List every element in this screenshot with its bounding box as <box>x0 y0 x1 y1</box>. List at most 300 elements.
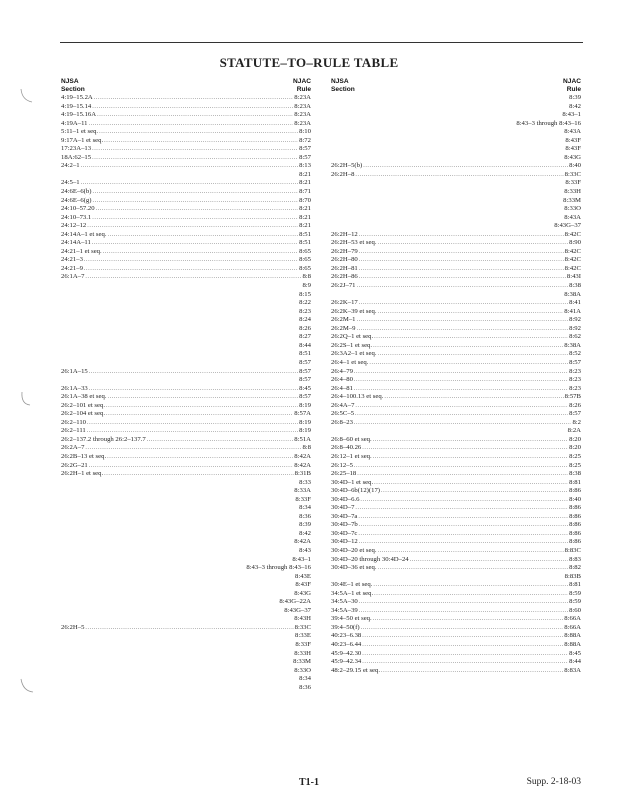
table-row <box>61 453 311 462</box>
dot-leader <box>359 607 568 616</box>
table-row <box>331 316 581 325</box>
table-row <box>331 137 581 146</box>
njsa-section: 30:4D–7b <box>331 521 358 529</box>
njac-rule: 8:33C <box>294 623 311 631</box>
dot-leader <box>85 624 293 633</box>
table-row <box>331 487 581 496</box>
table-row <box>61 291 311 300</box>
table-row <box>331 385 581 394</box>
njsa-section: 26:2H–1 et seq. <box>61 470 104 478</box>
dot-leader <box>378 564 569 573</box>
dot-leader <box>374 333 568 342</box>
dot-leader <box>363 162 568 171</box>
dot-leader <box>354 376 568 385</box>
right-rows <box>331 94 581 675</box>
punch-hole-mark <box>18 86 40 106</box>
njsa-section: 5:11–1 et seq. <box>61 128 99 136</box>
table-row <box>331 128 581 137</box>
dot-leader <box>359 265 564 274</box>
table-row <box>331 504 581 513</box>
table-row <box>61 462 311 471</box>
table-row <box>61 162 311 171</box>
njac-rule: 8:42 <box>569 102 581 110</box>
dot-leader <box>359 521 568 530</box>
njac-rule: 8:86 <box>569 504 581 512</box>
table-row <box>61 342 311 351</box>
table-row <box>331 564 581 573</box>
njsa-section: 30:4D–1 et seq. <box>331 478 374 486</box>
njsa-section: 24:14A–1 et seq. <box>61 230 107 238</box>
dot-leader <box>81 179 299 188</box>
njac-rule: 8:62 <box>569 333 581 341</box>
dot-leader <box>87 427 298 436</box>
njac-rule: 8:41A <box>564 307 581 315</box>
table-row <box>61 222 311 231</box>
table-row <box>61 197 311 206</box>
njsa-section: 26:2–104 et seq. <box>61 410 106 418</box>
njac-rule: 8:27 <box>299 333 311 341</box>
njac-rule: 8:33E <box>295 632 311 640</box>
njsa-section: 30:4D–6b(12)(17) <box>331 487 381 495</box>
njac-rule: 8:43G–37 <box>554 222 581 230</box>
njac-rule: 8:43F <box>565 145 581 153</box>
njac-rule: 8:31B <box>294 470 311 478</box>
njac-rule: 8:57 <box>569 410 581 418</box>
dot-leader <box>373 436 568 445</box>
njac-rule: 8:38 <box>569 470 581 478</box>
njac-rule: 8:33F <box>565 179 581 187</box>
njsa-section: 26:2S–1 et seq. <box>331 341 373 349</box>
njsa-section: 26:2A–7 <box>61 444 85 452</box>
njac-rule: 8:23A <box>294 119 311 127</box>
dot-leader <box>358 513 568 522</box>
dot-leader <box>85 273 301 282</box>
njac-rule: 8:81 <box>569 581 581 589</box>
njac-rule: 8:40 <box>569 162 581 170</box>
njac-rule: 8:33O <box>294 666 311 674</box>
table-row <box>61 154 311 163</box>
njsa-section: 26:2M–9 <box>331 324 356 332</box>
table-row <box>331 590 581 599</box>
njac-rule: 8:57 <box>299 376 311 384</box>
table-row <box>331 359 581 368</box>
table-row <box>61 556 311 565</box>
njac-rule: 8:39 <box>569 94 581 101</box>
dot-leader <box>378 239 569 248</box>
table-row <box>331 462 581 471</box>
njac-rule: 8:82 <box>569 564 581 572</box>
table-row <box>61 436 311 445</box>
njac-rule: 8:43G <box>564 153 581 161</box>
njsa-section: 34:5A–1 et seq. <box>331 589 374 597</box>
njac-rule: 8:42A <box>294 538 311 546</box>
table-row <box>331 650 581 659</box>
njac-rule: 8:70 <box>299 196 311 204</box>
table-row <box>331 325 581 334</box>
njsa-section: 30:4D–7a <box>331 512 358 520</box>
njac-rule: 8:21 <box>299 213 311 221</box>
njac-rule: 8:43G–22A <box>279 598 311 606</box>
njac-rule: 8:33F <box>295 641 311 648</box>
dot-leader <box>373 581 568 590</box>
table-row <box>61 632 311 641</box>
dot-leader <box>106 410 293 419</box>
table-row <box>331 641 581 650</box>
njac-rule: 8:38A <box>564 341 581 349</box>
table-row <box>61 573 311 582</box>
table-row <box>61 487 311 496</box>
table-row <box>331 667 581 676</box>
njac-rule: 8:26 <box>299 324 311 332</box>
dot-leader <box>373 453 568 462</box>
table-row <box>331 419 581 428</box>
left-rows <box>61 94 311 692</box>
table-row <box>61 248 311 257</box>
njsa-section: 26:8–60 et seq. <box>331 435 372 443</box>
njac-rule: 8:24 <box>299 316 311 324</box>
njsa-section: 40:23–6.44 <box>331 641 362 648</box>
njac-rule: 8:23A <box>294 94 311 101</box>
njac-rule: 8:66A <box>564 623 581 631</box>
table-row <box>331 214 581 223</box>
table-row <box>61 675 311 684</box>
dot-leader <box>92 197 298 206</box>
njac-rule: 8:25 <box>569 452 581 460</box>
table-row <box>331 368 581 377</box>
dot-leader <box>354 385 568 394</box>
njac-rule: 8:10 <box>299 128 311 136</box>
table-row <box>331 231 581 240</box>
dot-leader <box>355 402 568 411</box>
njac-rule: 8:88A <box>564 641 581 648</box>
table-row <box>61 496 311 505</box>
njsa-section: 24:2–1 <box>61 162 80 170</box>
table-row <box>331 556 581 565</box>
dot-leader <box>359 598 568 607</box>
njac-rule: 8:43F <box>295 581 311 589</box>
table-row <box>61 641 311 650</box>
dot-leader <box>361 624 564 633</box>
dot-leader <box>87 222 298 231</box>
dot-leader <box>359 256 564 265</box>
njac-rule: 8:26 <box>569 401 581 409</box>
njsa-section: 24:6E–6(b) <box>61 188 92 196</box>
table-row <box>331 256 581 265</box>
njsa-section: 30:4D–20 through 30:4D–24 <box>331 555 409 563</box>
table-row <box>61 316 311 325</box>
table-row <box>331 197 581 206</box>
njac-rule: 8:42C <box>564 247 581 255</box>
table-row <box>61 120 311 129</box>
njac-rule: 8:33H <box>564 188 581 196</box>
table-row <box>61 239 311 248</box>
table-row <box>331 171 581 180</box>
dot-leader <box>354 368 568 377</box>
njsa-section: 26:2–137.2 through 26:2–137.7 <box>61 435 146 443</box>
table-row <box>331 308 581 317</box>
table-row <box>61 214 311 223</box>
njac-rule: 8:36 <box>299 512 311 520</box>
njac-rule: 8:45 <box>569 649 581 657</box>
njac-rule: 8:57 <box>569 358 581 366</box>
table-row <box>61 598 311 607</box>
table-row <box>331 154 581 163</box>
njsa-section: 30:4D–7c <box>331 529 358 537</box>
dot-leader <box>89 120 294 129</box>
njsa-section: 26:2J–71 <box>331 282 356 290</box>
table-row <box>61 385 311 394</box>
njsa-section: 39:4–50 et seq. <box>331 615 372 623</box>
table-row <box>61 103 311 112</box>
njac-rule: 8:51 <box>299 239 311 247</box>
table-row <box>331 513 581 522</box>
njac-rule: 8:86 <box>569 538 581 546</box>
table-row <box>331 598 581 607</box>
dot-leader <box>374 590 568 599</box>
njac-rule: 8:57B <box>564 393 581 401</box>
njac-rule: 8:41 <box>569 299 581 307</box>
njac-rule: 8:44 <box>299 341 311 349</box>
table-row <box>331 436 581 445</box>
header-njsa: NJSA <box>61 78 79 85</box>
table-row <box>61 684 311 693</box>
njsa-section: 26:8–23 <box>331 418 353 426</box>
table-row <box>61 393 311 402</box>
dot-leader <box>357 282 569 291</box>
njac-rule: 8:2 <box>572 418 581 426</box>
table-row <box>61 650 311 659</box>
njac-rule: 8:43A <box>564 213 581 221</box>
table-row <box>61 667 311 676</box>
njac-rule: 8:33 <box>299 478 311 486</box>
table-row <box>331 239 581 248</box>
dot-leader <box>373 615 564 624</box>
njsa-section: 45:9–42.30 <box>331 649 362 657</box>
njsa-section: 26:2M–1 <box>331 316 356 324</box>
njac-rule: 8:42 <box>299 529 311 537</box>
dot-leader <box>104 137 298 146</box>
dot-leader <box>359 538 568 547</box>
header-rule: Rule <box>566 85 581 93</box>
njac-rule: 8:43G–37 <box>284 606 311 614</box>
njac-rule: 8:44 <box>569 658 581 666</box>
njsa-section: 26:2H–53 et seq. <box>331 239 377 247</box>
njac-rule: 8:52 <box>569 350 581 358</box>
njsa-section: 26:2G–21 <box>61 461 88 469</box>
njac-rule: 8:43–3 through 8:43–16 <box>246 564 311 572</box>
njac-rule: 8:86 <box>569 512 581 520</box>
dot-leader <box>384 393 563 402</box>
table-row <box>331 581 581 590</box>
njac-rule: 8:23 <box>569 384 581 392</box>
dot-leader <box>92 103 293 112</box>
njsa-section: 26:2K–17 <box>331 299 358 307</box>
njsa-section: 26:4A–7 <box>331 401 355 409</box>
dot-leader <box>357 316 569 325</box>
dot-leader <box>84 265 298 274</box>
njac-rule: 8:57 <box>299 153 311 161</box>
table-row <box>331 350 581 359</box>
dot-leader <box>106 402 298 411</box>
njac-rule: 8:15 <box>299 290 311 298</box>
njac-rule: 8:83B <box>564 572 581 580</box>
njac-rule: 8:9 <box>302 282 311 290</box>
njsa-section: 24:12–12 <box>61 222 87 230</box>
dot-leader <box>92 239 298 248</box>
table-row <box>331 479 581 488</box>
dot-leader <box>360 496 568 505</box>
njac-rule: 8:38 <box>569 282 581 290</box>
table-row <box>61 350 311 359</box>
njac-rule: 8:43G <box>294 589 311 597</box>
table-row <box>331 179 581 188</box>
table-row <box>331 188 581 197</box>
njsa-section: 26:5C–5 <box>331 410 355 418</box>
njsa-section: 26:1A–33 <box>61 384 88 392</box>
njsa-section: 26:12–1 et seq. <box>331 452 372 460</box>
njsa-section: 26:4–100.13 et seq. <box>331 393 384 401</box>
njsa-section: 30:4E–1 et seq. <box>331 581 373 589</box>
njac-rule: 8:43H <box>294 615 311 623</box>
njsa-section: 26:2–101 et seq. <box>61 401 106 409</box>
table-row <box>331 496 581 505</box>
dot-leader <box>378 350 569 359</box>
table-row <box>61 590 311 599</box>
table-row <box>331 573 581 582</box>
header-njac: NJAC <box>563 78 581 85</box>
njac-rule: 8:83A <box>564 666 581 674</box>
dot-leader <box>359 299 568 308</box>
njsa-section: 18A:62–15 <box>61 153 92 161</box>
table-row <box>331 291 581 300</box>
dot-leader <box>92 154 298 163</box>
table-row <box>61 137 311 146</box>
njac-rule: 8:71 <box>299 188 311 196</box>
table-row <box>331 444 581 453</box>
njac-rule: 8:51A <box>294 435 311 443</box>
table-row <box>331 376 581 385</box>
njsa-section: 17:23A–13 <box>61 145 92 153</box>
njsa-section: 26:2H–5 <box>61 623 85 631</box>
njac-rule: 8:13 <box>299 162 311 170</box>
table-row <box>331 342 581 351</box>
table-row <box>61 470 311 479</box>
njsa-section: 26:1A–7 <box>61 273 85 281</box>
dot-leader <box>378 308 564 317</box>
njac-rule: 8:33M <box>563 196 581 204</box>
table-row <box>61 299 311 308</box>
njsa-section: 26:2H–12 <box>331 230 358 238</box>
table-row <box>61 402 311 411</box>
dot-leader <box>355 504 568 513</box>
njsa-section: 26:2H–86 <box>331 273 358 281</box>
dot-leader <box>358 530 568 539</box>
njac-rule: 8:57 <box>299 358 311 366</box>
njac-rule: 8:22 <box>299 299 311 307</box>
table-row <box>331 222 581 231</box>
njac-rule: 8:57 <box>299 145 311 153</box>
njac-rule: 8:57 <box>299 393 311 401</box>
njsa-section: 24:10–73.1 <box>61 213 92 221</box>
dot-leader <box>89 462 294 471</box>
table-row <box>331 402 581 411</box>
table-row <box>331 470 581 479</box>
njac-rule: 8:21 <box>299 222 311 230</box>
njac-rule: 8:23 <box>569 367 581 375</box>
njsa-section: 26:2H–8 <box>331 170 355 178</box>
table-row <box>331 624 581 633</box>
table-row <box>331 410 581 419</box>
njac-rule: 8:43F <box>565 136 581 144</box>
njac-rule: 8:42A <box>294 452 311 460</box>
dot-leader <box>354 462 568 471</box>
njac-rule: 8:92 <box>569 316 581 324</box>
njsa-section: 24:21–3 <box>61 256 83 264</box>
njac-rule: 8:45 <box>299 384 311 392</box>
njac-rule: 8:8 <box>302 273 311 281</box>
njac-rule: 8:23A <box>294 111 311 119</box>
njac-rule: 8:92 <box>569 324 581 332</box>
njac-rule: 8:33F <box>295 495 311 503</box>
dot-leader <box>359 273 566 282</box>
table-row <box>331 521 581 530</box>
njsa-section: 26:4–1 et seq. <box>331 358 369 366</box>
njsa-section: 4:19–15.16A <box>61 111 97 119</box>
header-rule: Rule <box>296 85 311 93</box>
njac-rule: 8:72 <box>299 136 311 144</box>
table-row <box>331 111 581 120</box>
njsa-section: 26:2H–81 <box>331 264 358 272</box>
njsa-section: 26:2–110 <box>61 418 87 426</box>
dot-leader <box>84 256 298 265</box>
punch-hole-mark <box>18 390 40 410</box>
dot-leader <box>362 650 568 659</box>
table-row <box>61 273 311 282</box>
njac-rule: 8:43A <box>564 128 581 136</box>
dot-leader <box>89 368 298 377</box>
njsa-section: 24:21–1 et seq. <box>61 247 102 255</box>
table-row <box>61 265 311 274</box>
njac-rule: 8:19 <box>299 418 311 426</box>
dot-leader <box>362 444 568 453</box>
table-row <box>331 453 581 462</box>
table-row <box>331 205 581 214</box>
njsa-section: 4:19–15.2A <box>61 94 93 101</box>
njac-rule: 8:65 <box>299 264 311 272</box>
njsa-section: 24:21–9 <box>61 264 83 272</box>
table-row <box>61 530 311 539</box>
njsa-section: 26:2H–79 <box>331 247 358 255</box>
dot-leader <box>92 214 298 223</box>
table-row <box>331 427 581 436</box>
table-row <box>331 547 581 556</box>
dot-leader <box>92 145 298 154</box>
table-row <box>61 308 311 317</box>
table-row <box>331 538 581 547</box>
njsa-section: 34:5A–39 <box>331 606 358 614</box>
njac-rule: 8:42C <box>564 230 581 238</box>
njac-rule: 8:34 <box>299 504 311 512</box>
dot-leader <box>357 470 568 479</box>
njac-rule: 8:81 <box>569 478 581 486</box>
dot-leader <box>362 632 563 641</box>
njac-rule: 8:20 <box>569 444 581 452</box>
table-row <box>61 479 311 488</box>
table-row <box>61 128 311 137</box>
njac-rule: 8:43E <box>295 572 311 580</box>
njsa-section: 24:6E–6(g) <box>61 196 92 204</box>
table-row <box>61 521 311 530</box>
